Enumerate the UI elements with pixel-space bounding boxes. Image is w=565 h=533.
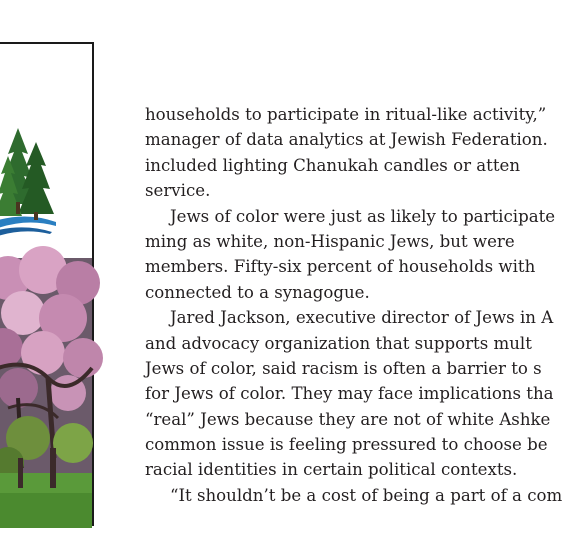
article-line: “It shouldn’t be a cost of being a part of a com [170,485,563,505]
article-line: common issue is feeling pressured to choose be [145,435,548,455]
ad-logo [0,44,92,254]
article-line: households to participate in ritual-like activity,” [145,105,547,124]
article-line: Jared Jackson, executive director of Jews in A [170,308,554,328]
evergreen-trees-icon [0,44,92,254]
article-line: manager of data analytics at Jewish Federation. [145,130,548,150]
article-line: for Jews of color. They may face implications tha [145,384,554,404]
article-line: racial identities in certain political contexts. [145,460,518,480]
article-line: members. Fifty-six percent of households with [145,257,536,277]
ad-photo [0,258,92,528]
article-line: service. [145,181,211,201]
advertisement-panel[interactable] [0,42,94,526]
article-line: Jews of color were just as likely to participate [170,206,556,226]
article-line: connected to a synagogue. [145,282,370,302]
cherry-blossom-trees-photo [0,258,92,528]
article-line: and advocacy organization that supports mult [145,333,532,353]
article-line: ming as white, non-Hispanic Jews, but were [145,231,515,251]
article-line: Jews of color, said racism is often a barrier to s [145,358,542,378]
article-body [145,102,565,508]
article-line: included lighting Chanukah candles or atten [145,155,521,175]
article-line: “real” Jews because they are not of white Ashke [145,409,551,429]
